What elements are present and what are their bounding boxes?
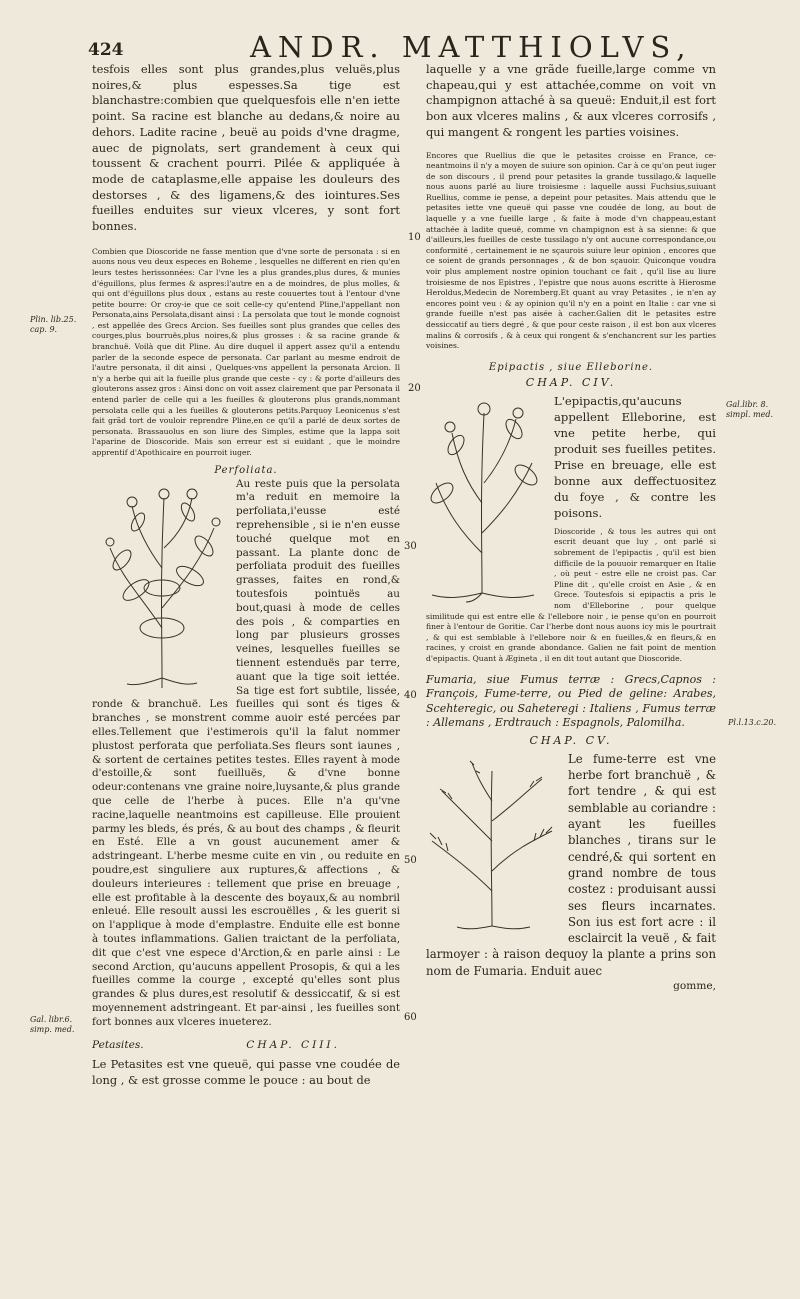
perfoliata-plant-icon xyxy=(92,478,230,694)
line-number: 30 xyxy=(404,541,417,552)
commentary-text: Au reste puis que la persolata m'a reduit en memoire la perfoliata,i'eusse esté reprehensible , si ie n'en eusse touché quelque mot en passant. La plante donc de perfoliata produit des fueilles grasses, faites en rond,& toutesfois pointuës au bout,quasi à mode de celles des pois , & comparties en long par plusieurs grosses veines, lesquelles fueilles se tiennent estenduës par terre, auant que la tige soit iettée. Sa tige est fort subtile, lissée, ronde & branchuë. Les fueilles qui sont és tiges & branches , se monstrent comme auoir esté percées par elles.Tellement que i'estimerois qu'il la falut nommer plustost perforata que perfoliata.Ses fleurs sont iaunes , & sortent de certaines petites testes. Elles rayent à mode d'estoille,& sont fueilluës, & d'vne bonne odeur:contenans vne graine noire,luysante,& plus grande que celle de l'herbe à puces. Elle n'a qu'vne racine,laquelle neantmoins est capilleuse. Elle prouient parmy les bleds, és prés, & au bout des champs , & fleurit en Esté. Elle a vn goust aucunement amer & adstringeant. L'herbe mesme cuite en vin , ou reduite en poudre,est singuliere aux ruptures,& affections , & douleurs interieures : tellement que prise en breuage , elle est profitable à la descente des boyaux,& au nombril enleué. Elle resoult aussi les escrouëlles , & les guerit si on l'applique à mode d'emplastre. Enduite elle est bonne à toutes inflammations. Galien traictant de la perfoliata, dit que c'est vne espece d'Arction,& en parle ainsi : Le second Arction, qu'aucuns appellent Prosopis, & qui a les fueilles comme la courge , excepté qu'elles sont plus grandes & plus dures,est resolutif & dessiccatif, & si est moyennement adstringeant. Et par-ainsi , les fueilles sont fort bonnes aux vlceres inueterez. xyxy=(92,477,400,1028)
chapter-number: CHAP. CV. xyxy=(529,733,613,747)
epipactis-section xyxy=(426,393,716,665)
line-number: 40 xyxy=(404,690,417,701)
line-number: 10 xyxy=(408,232,421,243)
commentary-text: Encores que Ruellius die que le petasites croisse en France, ce-neantmoins il n'y a moyen de suiure son opinion. Car à ce qu'on peut iuger de son discours , il prend pour petasites la grande tussilago,& laquelle nous auons parlé au liure troisiesme : laquelle aussi Fuchsius,suiuant Ruellius, comme ie pense, a depeint pour petasites. Mais attendu que le petasites iette vne queuë qui passe vne coudée de long, au bout de laquelle y a vne fueille large , & faite à mode d'vn chappeau,estant attachée à ladite queuë, comme vn champignon est à sa sienne: & que d'ailleurs,les fueilles de ceste tussilago n'y ont aucune correspondance,ou conformité , certainement ie ne sçaurois suiure leur opinion , encores que ce soient de grands personnages , & de bon sçauoir. Quiconque voudra voir plus amplement nostre opinion touchant ce fait , qu'il lise au liure troisiesme de nos Epistres , l'epistre que nous auons escritte à Hierosme Heroldus,Medecin de Noremberg.Et quant au vray Petasites , ie n'en ay encores point veu : & ay opinion qu'il n'y en a point en Italie : car vne si grande fueille n'est pas aisée à cacher.Galien dit le petasites estre dessiccatif au tiers degré , & que pour ceste raison , il est bon aux vlceres malins & corrosifs , & à ceux qui rongent & s'enchancrent sur les parties voisines. xyxy=(426,150,716,351)
line-number: 50 xyxy=(404,855,417,866)
page-number: 424 xyxy=(88,40,124,60)
body-text: tesfois elles sont plus grandes,plus veluës,plus noires,& plus espesses.Sa tige est blanchastre:combien que quelquesfois elle n'en iette point. Sa racine est blanche au dedans,& noire au dehors. Ladite racine , beuë au poids d'vne dragme, auec de pignolats, sert grandement à ceux qui toussent & crachent pourri. Pilée & appliquée à mode de cataplasme,elle appaise les douleurs des destorses , & des ligamens,& des iointures.Ses fueilles enduites sur vieux vlceres, y sont fort bonnes. xyxy=(92,62,400,234)
commentary-text: Combien que Dioscoride ne fasse mention que d'vne sorte de personata : si en auons nous veu deux especes en Boheme , lesquelles ne different en rien qu'en leurs testes herissonnées: Car l'vne les a plus grandes,plus dures, & munies d'éguillons, plus fermes & aspres:l'autre en a de moindres, de plus molles, & qui ont d'éguillons plus doux , estans au reste couuertes tout à l'entour d'vne petite bourre: Or croy-ie que ce soit celle-cy qu'entend Pline,l'appellant non Personata,ains Persolata,disant ainsi : La persolata que tout le monde cognoist , est appellée des Grecs Arcion. Ses fueilles sont plus grandes que celles des courges,plus bourruës,plus noires,& plus grosses : & sa racine grande & branchuë. Voilà que dit Pline. Au dire duquel il appert assez qu'il a entendu parler de la seconde espece de personata. Car parlant au mesme endroit de l'autre personata, il dit ainsi , Quelques-vns appellent la personata Arcion. Il n'y a herbe qui ait la fueille plus grande que ceste - cy : & porte d'ailleurs des glouterons assez gros : Ainsi donc on voit assez clairement que par Personata il entend parler de celle qui a les fueilles & glouterons plus grands,nommant persolata celle qui a les fueilles & glouterons petits.Parquoy Leonicenus s'est fait grãd tort de vouloir reprendre Pline,en ce qu'il a parlé de deux sortes de personata. Brassauolus en son liure des Simples, estime que la lappa soit l'aparine de Dioscoride. Mais son erreur est si euidant , que le moindre apprentif d'Apothicaire en pourroit iuger. xyxy=(92,246,400,458)
catchword: gomme, xyxy=(673,980,716,993)
body-text: L'epipactis,qu'aucuns appellent Elleborine, est vne petite herbe, qui produit ses fueilles petites. Prise en breuage, elle est bonne aux deffectuositez du foye , & contre les poisons. xyxy=(554,393,716,520)
margin-note-pliny: Plin. lib.25. cap. 9. xyxy=(30,315,77,334)
margin-note-galen-left: Gal. libr.6. simp. med. xyxy=(30,1015,75,1034)
running-title: ANDR. MATTHIOLVS, xyxy=(250,30,693,64)
body-text: Le Petasites est vne queuë, qui passe vne coudée de long , & est grosse comme le pouce : au bout de xyxy=(92,1057,400,1088)
chapter-name: Petasites. xyxy=(92,1039,144,1052)
chapter-number: CHAP. CIV. xyxy=(525,375,617,389)
line-number: 60 xyxy=(404,1012,417,1023)
body-text: Le fume-terre est vne herbe fort branchuë , & fort tendre , & qui est semblable au coriandre : ayant les fueilles blanches , tirans sur le cendré,& qui sortent en grand nombre de tous costez : produisant aussi ses fleurs incarnates. Son ius est fort acre : il esclaircit la veuë , & fait larmoyer : à raison dequoy la plante a prins son nom de Fumaria. Enduit auec xyxy=(426,751,716,978)
epipactis-plant-icon xyxy=(422,393,548,607)
synonyms-heading: Fumaria, siue Fumus terræ : Grecs,Capnos : François, Fume-terre, ou Pied de geline: Arabes, Scehteregic, ou Saheteregi : Italiens , Fumus terræ : Allemans , Erdtrauch : Espagnols, Palomilha. xyxy=(426,672,716,730)
left-column xyxy=(92,62,400,1089)
chapter-name: Epipactis , siue Elleborine. xyxy=(488,361,654,373)
right-column xyxy=(426,62,716,992)
fumaria-section xyxy=(426,751,716,992)
margin-note-galen-right: Gal.libr. 8. simpl. med. xyxy=(726,400,773,419)
line-number: 20 xyxy=(408,383,421,394)
body-text: laquelle y a vne grãde fueille,large comme vn chapeau,qui y est attachée,comme on voit vn champignon attaché à sa queuë: Enduit,il est fort bon aux vlceres malins , & aux vlceres corrosifs , qui mangent & rongent les parties voisines. xyxy=(426,62,716,139)
chapter-heading xyxy=(92,1039,400,1051)
fumaria-plant-icon xyxy=(422,751,562,935)
commentary-text xyxy=(92,478,400,1030)
commentary-text: Dioscoride , & tous les autres qui ont escrit deuant que luy , ont parlé si sobrement de l'epipactis , qu'il est bien difficile de la pouuoir remarquer en Italie , où peut - estre elle ne croist pas. Car Pline dit , qu'elle croist en Asie , & en Grece. Toutesfois si epipactis a pris le nom d'Elleborine , pour quelque similitude qui est entre elle & l'ellebore noir , ie pense qu'on en pourroit finer à l'entour de Goritie. Car l'herbe dont nous auons icy mis le pourtrait , & qui est semblable à l'ellebore noir & en fueilles,& en fleurs,& en racines, y croist en grande abondance. Galien ne fait point de mention d'epipactis. Quant à Ægineta , il en dit tout autant que Dioscoride. xyxy=(426,526,716,663)
chapter-number: CHAP. CIII. xyxy=(246,1039,340,1052)
margin-note-pliny-right: Pl.l.13.c.20. xyxy=(728,718,777,727)
figure-caption: Perfoliata. xyxy=(214,464,278,476)
